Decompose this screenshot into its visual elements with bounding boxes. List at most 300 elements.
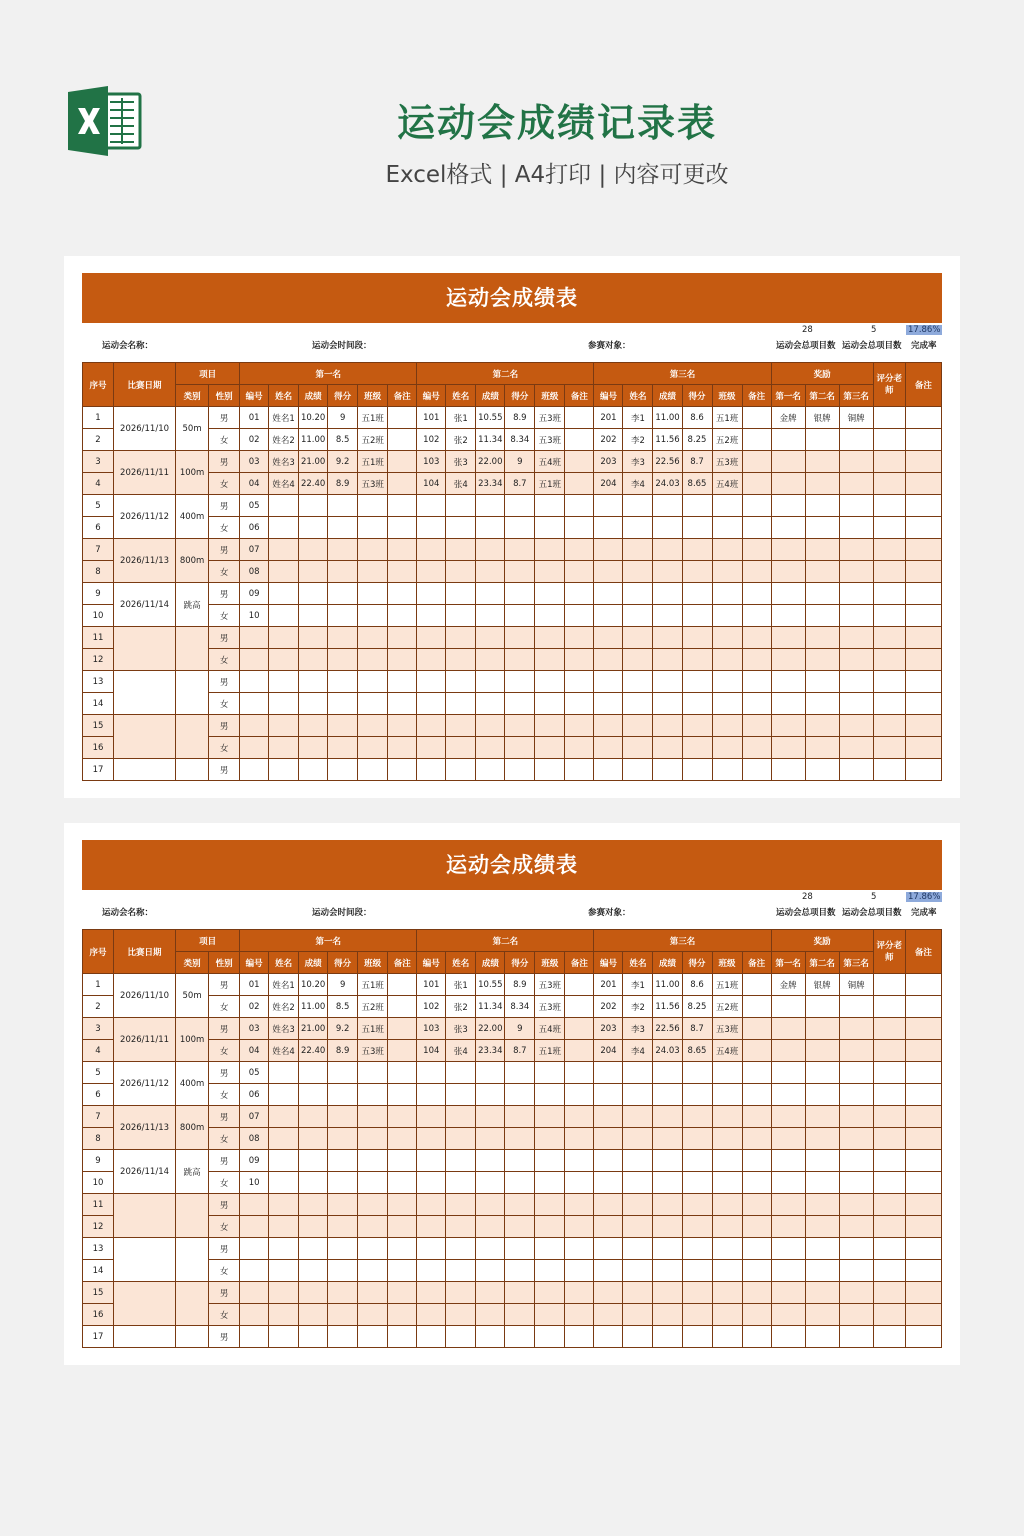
table-row <box>83 407 942 429</box>
event-cell <box>176 1326 209 1348</box>
place2-cell <box>446 737 476 759</box>
award-cell <box>771 715 805 737</box>
award-cell: 铜牌 <box>839 407 873 429</box>
place2-cell: 101 <box>417 407 446 429</box>
place1-cell <box>328 1084 358 1106</box>
place1-cell <box>240 715 269 737</box>
place1-cell: 姓名1 <box>269 407 299 429</box>
subheader-2-0: 编号 <box>417 952 446 974</box>
judge-cell <box>873 1194 905 1216</box>
place2-cell <box>476 605 505 627</box>
place3-cell <box>682 1326 712 1348</box>
place1-cell <box>269 693 299 715</box>
place3-cell <box>682 495 712 517</box>
seq-cell: 4 <box>83 1040 114 1062</box>
award-cell <box>839 1194 873 1216</box>
place2-cell <box>446 649 476 671</box>
place2-cell <box>565 1062 594 1084</box>
subheader-3-3: 得分 <box>682 385 712 407</box>
place2-cell <box>417 517 446 539</box>
award-cell <box>771 996 805 1018</box>
place1-cell <box>269 583 299 605</box>
award-cell <box>839 1172 873 1194</box>
award-cell <box>839 583 873 605</box>
judge-cell <box>873 1304 905 1326</box>
event-cell: 跳高 <box>176 1150 209 1194</box>
judge-cell <box>873 996 905 1018</box>
place3-cell <box>594 1062 623 1084</box>
subheader-3-5: 备注 <box>742 385 771 407</box>
place3-cell <box>742 1216 771 1238</box>
award-cell <box>839 1216 873 1238</box>
place2-cell <box>476 649 505 671</box>
place3-cell <box>594 1106 623 1128</box>
place1-cell <box>358 1216 388 1238</box>
place3-cell <box>712 583 742 605</box>
gender-cell: 男 <box>209 407 240 429</box>
place3-cell <box>712 1304 742 1326</box>
subheader-1-0: 编号 <box>240 385 269 407</box>
date-cell: 2026/11/11 <box>114 1018 176 1062</box>
subheader-1-0: 编号 <box>240 952 269 974</box>
place1-cell <box>299 1304 328 1326</box>
place2-cell <box>417 583 446 605</box>
place3-cell: 8.7 <box>682 451 712 473</box>
award-cell <box>839 693 873 715</box>
award-cell <box>805 1304 839 1326</box>
subheader-2-2: 成绩 <box>476 385 505 407</box>
place1-cell: 06 <box>240 517 269 539</box>
subheader-3-3: 得分 <box>682 952 712 974</box>
done-items-value: 5 <box>871 325 877 335</box>
event-cell <box>176 671 209 715</box>
header-date: 比赛日期 <box>114 930 176 974</box>
place1-cell <box>299 1106 328 1128</box>
event-cell: 400m <box>176 1062 209 1106</box>
place1-cell <box>269 759 299 781</box>
target-label: 参赛对象： <box>588 341 631 351</box>
place1-cell: 02 <box>240 996 269 1018</box>
judge-cell <box>873 1128 905 1150</box>
place1-cell <box>358 627 388 649</box>
subheader-1-1: 姓名 <box>269 385 299 407</box>
award-cell <box>839 1018 873 1040</box>
place2-cell <box>505 1128 535 1150</box>
header-item: 项目 <box>176 930 240 952</box>
place1-cell <box>299 693 328 715</box>
place2-cell <box>417 693 446 715</box>
place3-cell <box>742 451 771 473</box>
award-subheader-1: 第二名 <box>805 952 839 974</box>
place2-cell <box>565 693 594 715</box>
place1-cell <box>358 539 388 561</box>
place2-cell <box>446 671 476 693</box>
subheader-1-5: 备注 <box>388 952 417 974</box>
place2-cell <box>476 737 505 759</box>
place2-cell <box>505 517 535 539</box>
place3-cell <box>682 1304 712 1326</box>
seq-cell: 10 <box>83 1172 114 1194</box>
place2-cell <box>535 671 565 693</box>
place2-cell <box>476 627 505 649</box>
place2-cell <box>565 974 594 996</box>
header-category: 类别 <box>176 385 209 407</box>
remark-cell <box>905 759 941 781</box>
place1-cell: 姓名3 <box>269 451 299 473</box>
place2-cell <box>505 759 535 781</box>
table-row <box>83 583 942 605</box>
place3-cell <box>742 1282 771 1304</box>
seq-cell: 13 <box>83 1238 114 1260</box>
place3-cell <box>653 1326 682 1348</box>
place2-cell <box>505 671 535 693</box>
place3-cell: 202 <box>594 996 623 1018</box>
place2-cell <box>535 1062 565 1084</box>
place3-cell <box>712 517 742 539</box>
place1-cell <box>358 517 388 539</box>
seq-cell: 5 <box>83 1062 114 1084</box>
event-cell <box>176 1282 209 1326</box>
place1-cell <box>388 1040 417 1062</box>
place2-cell <box>417 759 446 781</box>
judge-cell <box>873 517 905 539</box>
place3-cell <box>623 1172 653 1194</box>
place1-cell: 07 <box>240 1106 269 1128</box>
place3-cell <box>653 605 682 627</box>
done-items-value: 5 <box>871 892 877 902</box>
place3-cell <box>682 649 712 671</box>
place2-cell <box>417 1194 446 1216</box>
seq-cell: 3 <box>83 451 114 473</box>
place3-cell <box>742 1150 771 1172</box>
table-row <box>83 671 942 693</box>
place2-cell: 10.55 <box>476 974 505 996</box>
remark-cell <box>905 1172 941 1194</box>
remark-cell <box>905 495 941 517</box>
place3-cell: 五2班 <box>712 996 742 1018</box>
place2-cell: 103 <box>417 451 446 473</box>
place1-cell <box>358 1062 388 1084</box>
award-cell <box>771 1260 805 1282</box>
place2-cell: 张1 <box>446 974 476 996</box>
place3-cell <box>712 1106 742 1128</box>
place3-cell <box>623 539 653 561</box>
award-cell <box>771 1106 805 1128</box>
place3-cell <box>653 1106 682 1128</box>
place2-cell: 22.00 <box>476 1018 505 1040</box>
gender-cell: 男 <box>209 627 240 649</box>
place2-cell <box>417 1282 446 1304</box>
award-cell <box>839 1040 873 1062</box>
place3-cell <box>742 974 771 996</box>
place2-cell: 张1 <box>446 407 476 429</box>
place2-cell: 101 <box>417 974 446 996</box>
award-cell <box>771 583 805 605</box>
table-row <box>83 429 942 451</box>
place1-cell <box>269 1238 299 1260</box>
header-third: 第三名 <box>594 363 771 385</box>
place2-cell <box>535 1150 565 1172</box>
place2-cell: 五3班 <box>535 996 565 1018</box>
seq-cell: 8 <box>83 1128 114 1150</box>
place1-cell <box>358 1084 388 1106</box>
place1-cell <box>328 605 358 627</box>
place3-cell: 五1班 <box>712 407 742 429</box>
place3-cell <box>653 517 682 539</box>
seq-cell: 12 <box>83 1216 114 1238</box>
award-cell <box>771 1150 805 1172</box>
place3-cell <box>682 759 712 781</box>
place3-cell: 8.65 <box>682 473 712 495</box>
place1-cell: 05 <box>240 495 269 517</box>
award-cell <box>805 605 839 627</box>
place3-cell: 五1班 <box>712 974 742 996</box>
place2-cell <box>417 627 446 649</box>
place3-cell: 五2班 <box>712 429 742 451</box>
table-row <box>83 1304 942 1326</box>
place3-cell: 五4班 <box>712 1040 742 1062</box>
place3-cell <box>712 649 742 671</box>
place1-cell <box>328 1106 358 1128</box>
award-cell <box>771 671 805 693</box>
place2-cell <box>505 495 535 517</box>
remark-cell <box>905 1128 941 1150</box>
award-cell <box>839 429 873 451</box>
judge-cell <box>873 715 905 737</box>
place1-cell <box>388 1106 417 1128</box>
table-row <box>83 1282 942 1304</box>
place1-cell <box>388 1194 417 1216</box>
place3-cell <box>712 715 742 737</box>
place2-cell <box>535 1238 565 1260</box>
place2-cell: 五4班 <box>535 1018 565 1040</box>
place2-cell: 五1班 <box>535 473 565 495</box>
rate-label: 完成率 <box>911 341 937 351</box>
place1-cell: 10.20 <box>299 974 328 996</box>
place3-cell <box>742 737 771 759</box>
total-items-value: 28 <box>802 325 813 335</box>
gender-cell: 男 <box>209 1106 240 1128</box>
place1-cell <box>269 1194 299 1216</box>
judge-cell <box>873 429 905 451</box>
place2-cell <box>505 1194 535 1216</box>
place2-cell <box>505 1282 535 1304</box>
award-cell <box>771 451 805 473</box>
place2-cell <box>417 649 446 671</box>
place3-cell <box>623 495 653 517</box>
place3-cell <box>594 1194 623 1216</box>
place1-cell <box>240 1238 269 1260</box>
seq-cell: 13 <box>83 671 114 693</box>
gender-cell: 女 <box>209 605 240 627</box>
place3-cell: 李3 <box>623 1018 653 1040</box>
award-cell <box>771 759 805 781</box>
place1-cell: 8.9 <box>328 473 358 495</box>
table-row <box>83 1040 942 1062</box>
place3-cell <box>712 1172 742 1194</box>
date-cell <box>114 627 176 671</box>
award-cell <box>805 627 839 649</box>
place1-cell <box>328 715 358 737</box>
place1-cell <box>328 517 358 539</box>
place1-cell <box>240 1304 269 1326</box>
place1-cell <box>269 737 299 759</box>
event-cell <box>176 715 209 759</box>
place1-cell: 03 <box>240 1018 269 1040</box>
award-cell <box>839 1128 873 1150</box>
table-row <box>83 974 942 996</box>
place3-cell <box>712 1326 742 1348</box>
seq-cell: 7 <box>83 539 114 561</box>
table-row <box>83 473 942 495</box>
place1-cell <box>269 671 299 693</box>
place3-cell <box>623 1260 653 1282</box>
place2-cell <box>446 1238 476 1260</box>
award-cell <box>771 737 805 759</box>
place2-cell <box>565 996 594 1018</box>
sheet-preview-1 <box>64 256 960 798</box>
place3-cell <box>682 583 712 605</box>
gender-cell: 男 <box>209 583 240 605</box>
judge-cell <box>873 671 905 693</box>
header-gender: 性别 <box>209 952 240 974</box>
place1-cell <box>269 1084 299 1106</box>
place2-cell <box>476 759 505 781</box>
place1-cell <box>299 737 328 759</box>
place3-cell <box>712 671 742 693</box>
place1-cell <box>388 627 417 649</box>
place1-cell <box>328 1150 358 1172</box>
subheader-2-4: 班级 <box>535 952 565 974</box>
place3-cell <box>653 1150 682 1172</box>
place3-cell: 24.03 <box>653 1040 682 1062</box>
place2-cell <box>476 561 505 583</box>
place3-cell <box>712 1216 742 1238</box>
place2-cell <box>535 693 565 715</box>
award-cell <box>805 495 839 517</box>
date-cell: 2026/11/13 <box>114 539 176 583</box>
place1-cell <box>388 429 417 451</box>
event-cell: 400m <box>176 495 209 539</box>
place2-cell <box>417 1216 446 1238</box>
place3-cell: 五3班 <box>712 1018 742 1040</box>
place3-cell <box>653 1216 682 1238</box>
place1-cell: 五3班 <box>358 1040 388 1062</box>
place1-cell <box>358 759 388 781</box>
place1-cell: 21.00 <box>299 1018 328 1040</box>
place1-cell: 22.40 <box>299 473 328 495</box>
subheader-2-1: 姓名 <box>446 952 476 974</box>
place2-cell <box>476 715 505 737</box>
award-cell <box>839 996 873 1018</box>
remark-cell <box>905 671 941 693</box>
gender-cell: 女 <box>209 1304 240 1326</box>
place3-cell <box>682 1282 712 1304</box>
place2-cell <box>446 605 476 627</box>
place2-cell <box>505 627 535 649</box>
gender-cell: 女 <box>209 1084 240 1106</box>
seq-cell: 9 <box>83 583 114 605</box>
place2-cell <box>417 737 446 759</box>
table-row <box>83 1326 942 1348</box>
subheader-3-2: 成绩 <box>653 385 682 407</box>
place3-cell: 11.56 <box>653 429 682 451</box>
place1-cell <box>240 693 269 715</box>
place1-cell: 10 <box>240 605 269 627</box>
place2-cell: 张4 <box>446 1040 476 1062</box>
header-remark: 备注 <box>905 930 941 974</box>
place3-cell <box>653 759 682 781</box>
place3-cell <box>653 539 682 561</box>
remark-cell <box>905 1282 941 1304</box>
place1-cell <box>358 495 388 517</box>
place3-cell <box>623 1238 653 1260</box>
award-cell <box>805 473 839 495</box>
date-cell: 2026/11/12 <box>114 1062 176 1106</box>
place3-cell <box>623 759 653 781</box>
table-row <box>83 539 942 561</box>
event-cell: 800m <box>176 539 209 583</box>
judge-cell <box>873 1062 905 1084</box>
place1-cell: 9 <box>328 974 358 996</box>
award-cell: 铜牌 <box>839 974 873 996</box>
place2-cell: 8.7 <box>505 1040 535 1062</box>
subheader-2-5: 备注 <box>565 385 594 407</box>
award-cell <box>805 1194 839 1216</box>
place1-cell <box>388 996 417 1018</box>
award-cell <box>839 495 873 517</box>
place1-cell <box>388 759 417 781</box>
place3-cell <box>742 539 771 561</box>
place2-cell <box>565 517 594 539</box>
place2-cell: 张3 <box>446 451 476 473</box>
place2-cell <box>505 1216 535 1238</box>
subheader-3-1: 姓名 <box>623 952 653 974</box>
place3-cell <box>682 1150 712 1172</box>
place2-cell <box>565 1018 594 1040</box>
place3-cell <box>682 1260 712 1282</box>
seq-cell: 14 <box>83 693 114 715</box>
gender-cell: 女 <box>209 1040 240 1062</box>
subheader-3-1: 姓名 <box>623 385 653 407</box>
place2-cell <box>565 715 594 737</box>
place1-cell: 姓名4 <box>269 1040 299 1062</box>
award-cell <box>771 517 805 539</box>
place3-cell <box>623 1062 653 1084</box>
place1-cell: 08 <box>240 561 269 583</box>
place2-cell: 9 <box>505 1018 535 1040</box>
place1-cell <box>328 1238 358 1260</box>
place1-cell <box>299 649 328 671</box>
place3-cell <box>623 583 653 605</box>
seq-cell: 1 <box>83 407 114 429</box>
gender-cell: 男 <box>209 451 240 473</box>
seq-cell: 3 <box>83 1018 114 1040</box>
place3-cell <box>623 1084 653 1106</box>
place2-cell <box>476 1062 505 1084</box>
table-row <box>83 1238 942 1260</box>
award-cell <box>771 605 805 627</box>
remark-cell <box>905 996 941 1018</box>
gender-cell: 女 <box>209 737 240 759</box>
award-cell <box>771 1018 805 1040</box>
place3-cell <box>594 649 623 671</box>
place1-cell <box>388 1128 417 1150</box>
place3-cell <box>623 1326 653 1348</box>
place3-cell <box>623 649 653 671</box>
place1-cell <box>240 759 269 781</box>
place1-cell <box>388 1150 417 1172</box>
